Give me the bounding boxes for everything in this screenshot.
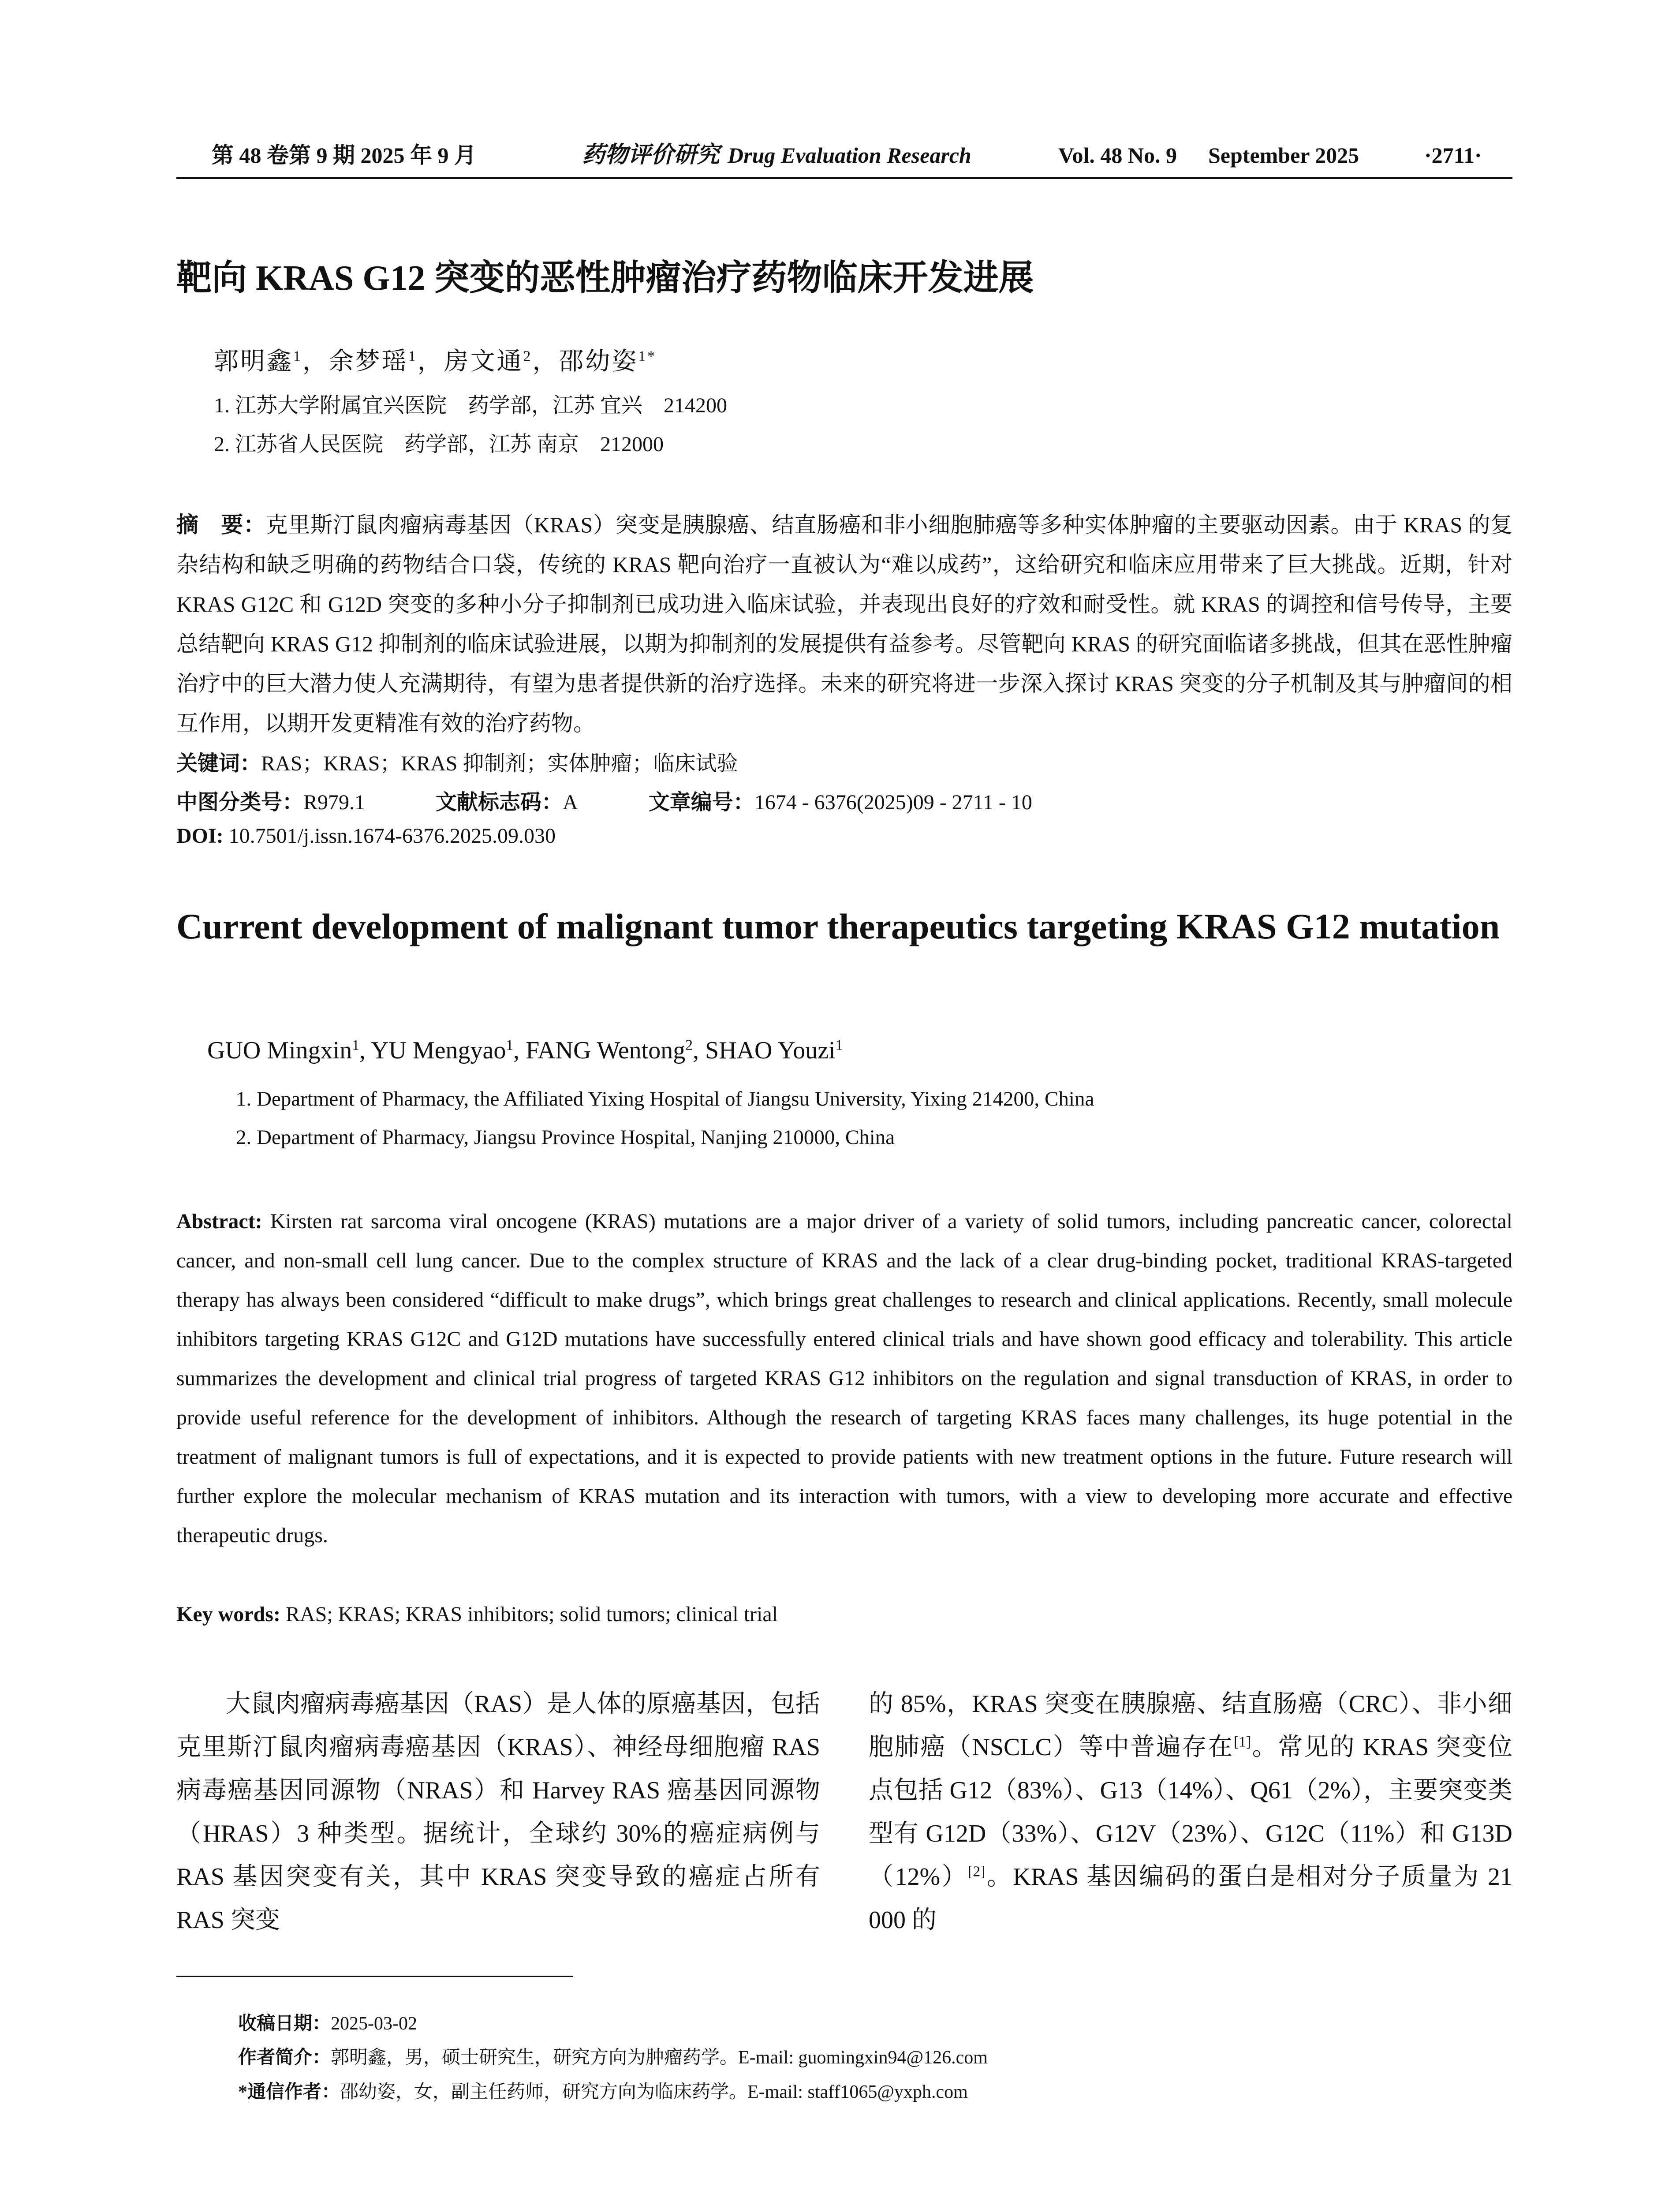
body-text: 的 85%，KRAS 突变在胰腺癌、结直肠癌（CRC）、非小细胞肺癌（NSCLC）等中普遍存在 <box>869 1690 1512 1761</box>
en-affiliation: 2. Department of Pharmacy, Jiangsu Province Hospital, Nanjing 210000, China <box>236 1126 895 1149</box>
footnote-received <box>238 2009 417 2035</box>
author-name: YU Mengyao <box>370 1037 506 1064</box>
cn-author-list <box>214 342 657 377</box>
header-month-en: September 2025 <box>1208 143 1359 168</box>
cn-abstract-label: 摘 要： <box>176 512 266 537</box>
cn-abstract-text: 克里斯汀鼠肉瘤病毒基因（KRAS）突变是胰腺癌、结直肠癌和非小细胞肺癌等多种实体肿瘤的主要驱动因素。由于 KRAS 的复杂结构和缺乏明确的药物结合口袋，传统的 KRAS 靶向治疗一直被认为“难以成药”，这给研究和临床应用带来了巨大挑战。近期，针对 KRAS G12C 和 G12D 突变的多种小分子抑制剂已成功进入临床试验，并表现出良好的疗效和耐受性。就 KRAS 的调控和信号传导，主要总结靶向 KRAS G12 抑制剂的临床试验进展，以期为抑制剂的发展提供有益参考。尽管靶向 KRAS 的研究面临诸多挑战，但其在恶性肿瘤治疗中的巨大潜力使人充满期待，有望为患者提供新的治疗选择。未来的研究将进一步深入探讨 KRAS 突变的分子机制及其与肿瘤间的相互作用，以期开发更精准有效的治疗药物。 <box>176 512 1512 736</box>
author-affiliation-mark: 1 <box>506 1037 514 1054</box>
author-affiliation-mark: 1 <box>293 348 302 365</box>
en-author-list <box>207 1036 843 1065</box>
author-name: FANG Wentong <box>526 1037 686 1064</box>
footnote-label: 收稿日期： <box>238 2014 331 2034</box>
author-name: SHAO Youzi <box>705 1037 836 1064</box>
article-number-value: 1674 - 6376(2025)09 - 2711 - 10 <box>754 791 1032 814</box>
running-header <box>176 138 1512 173</box>
cn-title: 靶向 KRAS G12 突变的恶性肿瘤治疗药物临床开发进展 <box>176 259 1034 298</box>
author-name: 房文通 <box>444 348 523 375</box>
author-name: 余梦瑶 <box>329 348 408 375</box>
author-affiliation-mark: 2 <box>523 348 533 365</box>
doi-value[interactable]: 10.7501/j.issn.1674-6376.2025.09.030 <box>228 824 556 848</box>
doc-code-label: 文献标志码： <box>436 791 563 814</box>
clc-field <box>176 791 365 814</box>
cn-affiliation: 1. 江苏大学附属宜兴医院 药学部，江苏 宜兴 214200 <box>214 394 728 417</box>
body-text: 。KRAS 基因编码的蛋白是相对分子质量为 21 000 的 <box>869 1863 1512 1934</box>
cn-keywords-text: RAS；KRAS；KRAS 抑制剂；实体肿瘤；临床试验 <box>261 752 738 775</box>
author-name: 邵幼姿 <box>559 348 638 375</box>
header-volume-cn: 第 48 卷第 9 期 2025 年 9 月 <box>212 143 476 168</box>
author-affiliation-mark: 1 <box>352 1037 360 1054</box>
article-number-label: 文章编号： <box>648 791 754 814</box>
en-abstract-label: Abstract: <box>176 1210 262 1233</box>
journal-logo: 药物评价研究 <box>582 142 720 168</box>
author-separator: , <box>693 1037 706 1064</box>
en-keywords-text: RAS; KRAS; KRAS inhibitors; solid tumors; clinical trial <box>285 1603 778 1626</box>
footnote-value: 邵幼姿，女，副主任药师，研究方向为临床药学。E-mail: staff1065@yxph.com <box>340 2082 968 2102</box>
author-separator: ， <box>532 348 559 375</box>
cn-affiliation: 2. 江苏省人民医院 药学部，江苏 南京 212000 <box>214 433 664 456</box>
footnote-value: 2025-03-02 <box>331 2014 417 2034</box>
header-journal-name: Drug Evaluation Research <box>728 143 971 168</box>
header-divider <box>176 177 1512 179</box>
body-column-left: 大鼠肉瘤病毒癌基因（RAS）是人体的原癌基因，包括克里斯汀鼠肉瘤病毒癌基因（KRAS）、神经母细胞瘤 RAS 病毒癌基因同源物（NRAS）和 Harvey RAS 癌基因同源物（HRAS）3 种类型。据统计，全球约 30%的癌症病例与 RAS 基因突变有关，其中 KRAS 突变导致的癌症占所有 RAS 突变 <box>176 1690 820 1934</box>
en-keywords-label: Key words: <box>176 1603 280 1626</box>
article-number-field <box>649 791 1032 814</box>
author-affiliation-mark: 1 <box>408 348 418 365</box>
cn-keywords <box>176 746 738 777</box>
citation-ref[interactable]: [2] <box>968 1863 986 1880</box>
en-keywords <box>176 1602 778 1626</box>
author-separator: ， <box>417 348 444 375</box>
en-affiliation: 1. Department of Pharmacy, the Affiliated Yixing Hospital of Jiangsu University, Yixing 214200, China <box>236 1088 1094 1110</box>
footnote-value: 郭明鑫，男，硕士研究生，研究方向为肿瘤药学。E-mail: guomingxin94@126.com <box>331 2048 988 2068</box>
footnote-author-bio <box>238 2043 988 2069</box>
doi-label: DOI: <box>176 824 224 848</box>
author-affiliation-mark: 2 <box>685 1037 693 1054</box>
en-title: Current development of malignant tumor therapeutics targeting KRAS G12 mutation <box>176 906 1500 946</box>
clc-label: 中图分类号： <box>176 791 304 814</box>
doc-code-value: A <box>563 791 578 814</box>
author-separator: ， <box>302 348 329 375</box>
author-separator: , <box>359 1037 371 1064</box>
en-abstract <box>176 1202 1512 1555</box>
author-affiliation-mark: 1* <box>638 348 657 365</box>
footnote-label: *通信作者： <box>238 2082 340 2102</box>
header-volume-en: Vol. 48 No. 9 <box>1058 143 1177 168</box>
body-column-right <box>869 1682 1512 1942</box>
doi-line <box>176 824 556 848</box>
author-name: 郭明鑫 <box>214 348 293 375</box>
doc-code-field <box>436 791 578 814</box>
cn-keywords-label: 关键词： <box>176 752 261 775</box>
author-affiliation-mark: 1 <box>835 1037 843 1054</box>
author-separator: , <box>513 1037 526 1064</box>
footnote-divider <box>176 1976 573 1977</box>
body-text: 。常见的 KRAS 突变位点包括 G12（83%）、G13（14%）、Q61（2%），主要突变类型有 G12D（33%）、G12V（23%）、G12C（11%）和 G13D（12%） <box>869 1734 1512 1891</box>
page-number: ·2711· <box>1424 143 1482 168</box>
clc-value: R979.1 <box>303 791 366 814</box>
en-abstract-text: Kirsten rat sarcoma viral oncogene (KRAS) mutations are a major driver of a variety of solid tumors, including pancreatic cancer, colorectal cancer, and non-small cell lung cancer. Due to the complex structure of KRAS and the lack of a clear drug-binding pocket, traditional KRAS-targeted therapy has always been considered “difficult to make drugs”, which brings great challenges to research and clinical applications. Recently, small molecule inhibitors targeting KRAS G12C and G12D mutations have successfully entered clinical trials and have shown good efficacy and tolerability. This article summarizes the development and clinical trial progress of targeted KRAS G12 inhibitors on the regulation and signal transduction of KRAS, in order to provide useful reference for the development of inhibitors. Although the research of targeting KRAS faces many challenges, its huge potential in the treatment of malignant tumors is full of expectations, and it is expected to provide patients with new treatment options in the future. Future research will further explore the molecular mechanism of KRAS mutation and its interaction with tumors, with a view to developing more accurate and effective therapeutic drugs. <box>176 1210 1513 1547</box>
cn-abstract <box>176 505 1512 743</box>
cn-classification-line <box>176 785 1103 815</box>
footnote-corresponding-author <box>238 2077 968 2104</box>
citation-ref[interactable]: [1] <box>1233 1734 1251 1750</box>
footnote-label: 作者简介： <box>238 2048 331 2068</box>
author-name: GUO Mingxin <box>207 1037 352 1064</box>
